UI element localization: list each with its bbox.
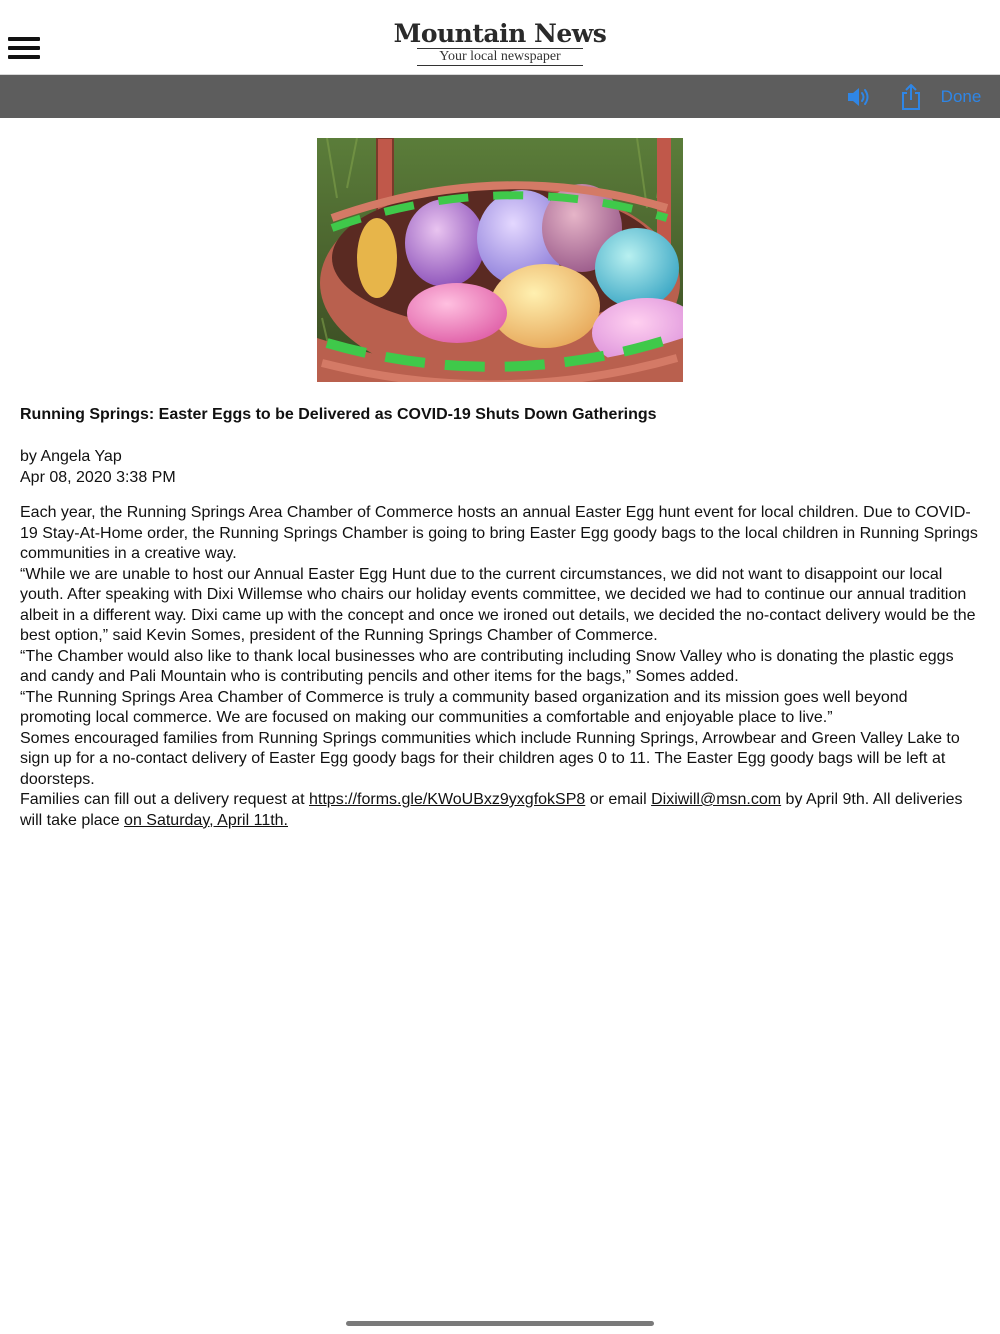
article-date: Apr 08, 2020 3:38 PM (20, 469, 176, 486)
paragraph-text: or email (585, 791, 652, 808)
logo-title: Mountain News (393, 19, 607, 48)
email-link[interactable]: Dixiwill@msn.com (651, 791, 782, 808)
article-paragraph: Each year, the Running Springs Area Chamber of Commerce hosts an annual Easter Egg hunt event for local children. Due to COVID-19 Stay-At-Home order, the Running Springs Chamber is going to bring Easter Egg goody bags to the local children in Running Springs communities in a creative way. (20, 504, 978, 562)
logo-subtitle: Your local newspaper (439, 49, 561, 64)
done-button[interactable]: Done (940, 86, 982, 106)
speaker-button[interactable] (844, 75, 874, 118)
share-button[interactable] (897, 75, 925, 118)
article-headline: Running Springs: Easter Eggs to be Delivered as COVID-19 Shuts Down Gatherings (20, 406, 657, 423)
hamburger-menu-icon[interactable] (8, 37, 40, 59)
form-link[interactable]: https://forms.gle/KWoUBxz9yxgfokSP8 (309, 791, 586, 808)
share-icon (900, 83, 922, 111)
reader-toolbar (0, 75, 1000, 118)
article-content (20, 404, 982, 831)
app-header (0, 0, 1000, 75)
article-paragraph-last (20, 790, 982, 831)
masthead-logo (380, 20, 620, 66)
home-indicator[interactable] (346, 1321, 654, 1326)
article-paragraph: Somes encouraged families from Running Springs communities which include Running Springs, Arrowbear and Green Valley Lake to sign up for a no-contact delivery of Easter Egg goody bags for their children ages 0 to 11. The Easter Egg goody bags will be left at doorsteps. (20, 729, 960, 788)
article-body (20, 503, 982, 831)
article-hero-image (317, 138, 683, 382)
article-paragraph: “While we are unable to host our Annual Easter Egg Hunt due to the current circumstances, we did not want to disappoint our local youth. After speaking with Dixi Willemse who chairs our holiday events committee, we decided we had to continue our annual tradition albeit in a different way. Dixi came up with the concept and once we ironed out details, we decided the no-contact delivery would be the best option,” said Kevin Somes, president of the Running Springs Chamber of Commerce. (20, 565, 976, 644)
paragraph-text: by April 9th. All deliveries will take place (20, 791, 963, 829)
date-link[interactable]: on Saturday, April 11th. (124, 811, 288, 829)
speaker-icon (846, 86, 872, 108)
article-paragraph: “The Running Springs Area Chamber of Commerce is truly a community based organization and its mission goes well beyond promoting local commerce. We are focused on making our communities a comfortable and enjoyable place to live.” (20, 688, 908, 726)
paragraph-text: Families can fill out a delivery request at (20, 791, 310, 808)
article-byline: by Angela Yap (20, 448, 122, 465)
logo-rule-bottom (417, 65, 583, 66)
article-paragraph: “The Chamber would also like to thank local businesses who are contributing including Snow Valley who is donating the plastic eggs and candy and Pali Mountain who is contributing pencils and other items for the bags,” Somes added. (20, 647, 954, 685)
